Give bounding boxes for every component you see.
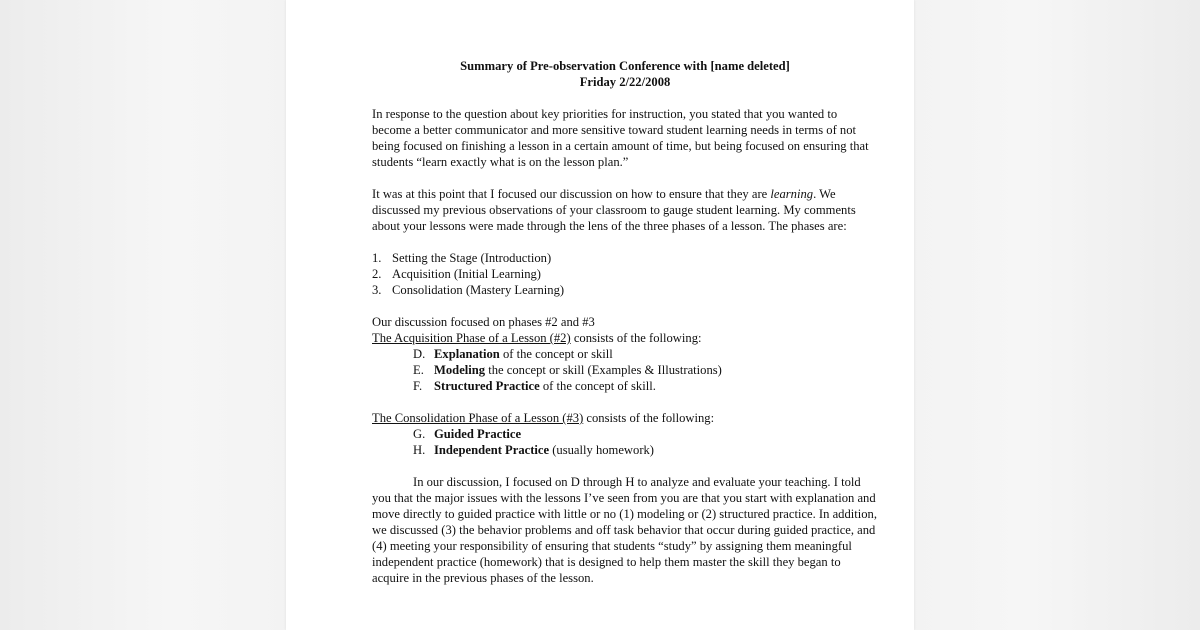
blurred-background-left (0, 0, 286, 630)
acquisition-heading: The Acquisition Phase of a Lesson (#2) consists of the following: (372, 331, 702, 345)
blurred-background-right (914, 0, 1200, 630)
paragraph-priorities: In response to the question about key priorities for instruction, you stated that you wanted to become a better communicator and more sensitive toward student learning needs in terms of not being focused on finishing a lesson in a certain amount of time, but being focused on ensuring that students “learn exactly what is on the lesson plan.” (372, 107, 869, 169)
paragraph-focus (372, 186, 878, 234)
phases-list (372, 250, 878, 298)
emphasis-learning: learning (770, 187, 814, 201)
paragraph-focus-start: It was at this point that I focused our discussion on how to ensure that they are (372, 187, 771, 201)
document-page (286, 0, 914, 630)
list-item: G. Guided Practice (413, 427, 522, 441)
focus-line: Our discussion focused on phases #2 and #3 (372, 315, 595, 329)
list-item: D. Explanation of the concept or skill (413, 347, 613, 361)
paragraph-focus-end: . We discussed my previous observations of your classroom to gauge student learning. My comments about your lessons were made through the lens of the three phases of a lesson. The phases are: (372, 187, 856, 233)
paragraph-discussion: In our discussion, I focused on D through H to analyze and evaluate your teaching. I told you that the major issues with the lessons I’ve seen from you are that you start with explanation and move directly to guided practice with little or no (1) modeling or (2) structured practice. In addition, we discussed (3) the behavior problems and off task behavior that occur during guided practice, and (4) meeting your responsibility of ensuring that students “study” by assigning them meaningful independent practice (homework) that is designed to help them master the skill they began to acquire in the previous phases of the lesson. (372, 475, 877, 585)
list-item: E. Modeling the concept or skill (Examples & Illustrations) (413, 363, 722, 377)
title-line-2: Friday 2/22/2008 (579, 75, 671, 89)
list-item: 2. Acquisition (Initial Learning) (372, 267, 541, 281)
list-item: 3. Consolidation (Mastery Learning) (372, 283, 565, 297)
document-title (372, 58, 878, 90)
list-item: F. Structured Practice of the concept of skill. (413, 379, 656, 393)
list-item: H. Independent Practice (usually homework) (413, 443, 655, 457)
consolidation-list (372, 426, 878, 458)
acquisition-list (372, 346, 878, 394)
document-body (372, 58, 878, 586)
title-line-1: Summary of Pre-observation Conference with [name deleted] (460, 59, 790, 73)
list-item: 1. Setting the Stage (Introduction) (372, 251, 552, 265)
consolidation-heading: The Consolidation Phase of a Lesson (#3) consists of the following: (372, 411, 715, 425)
